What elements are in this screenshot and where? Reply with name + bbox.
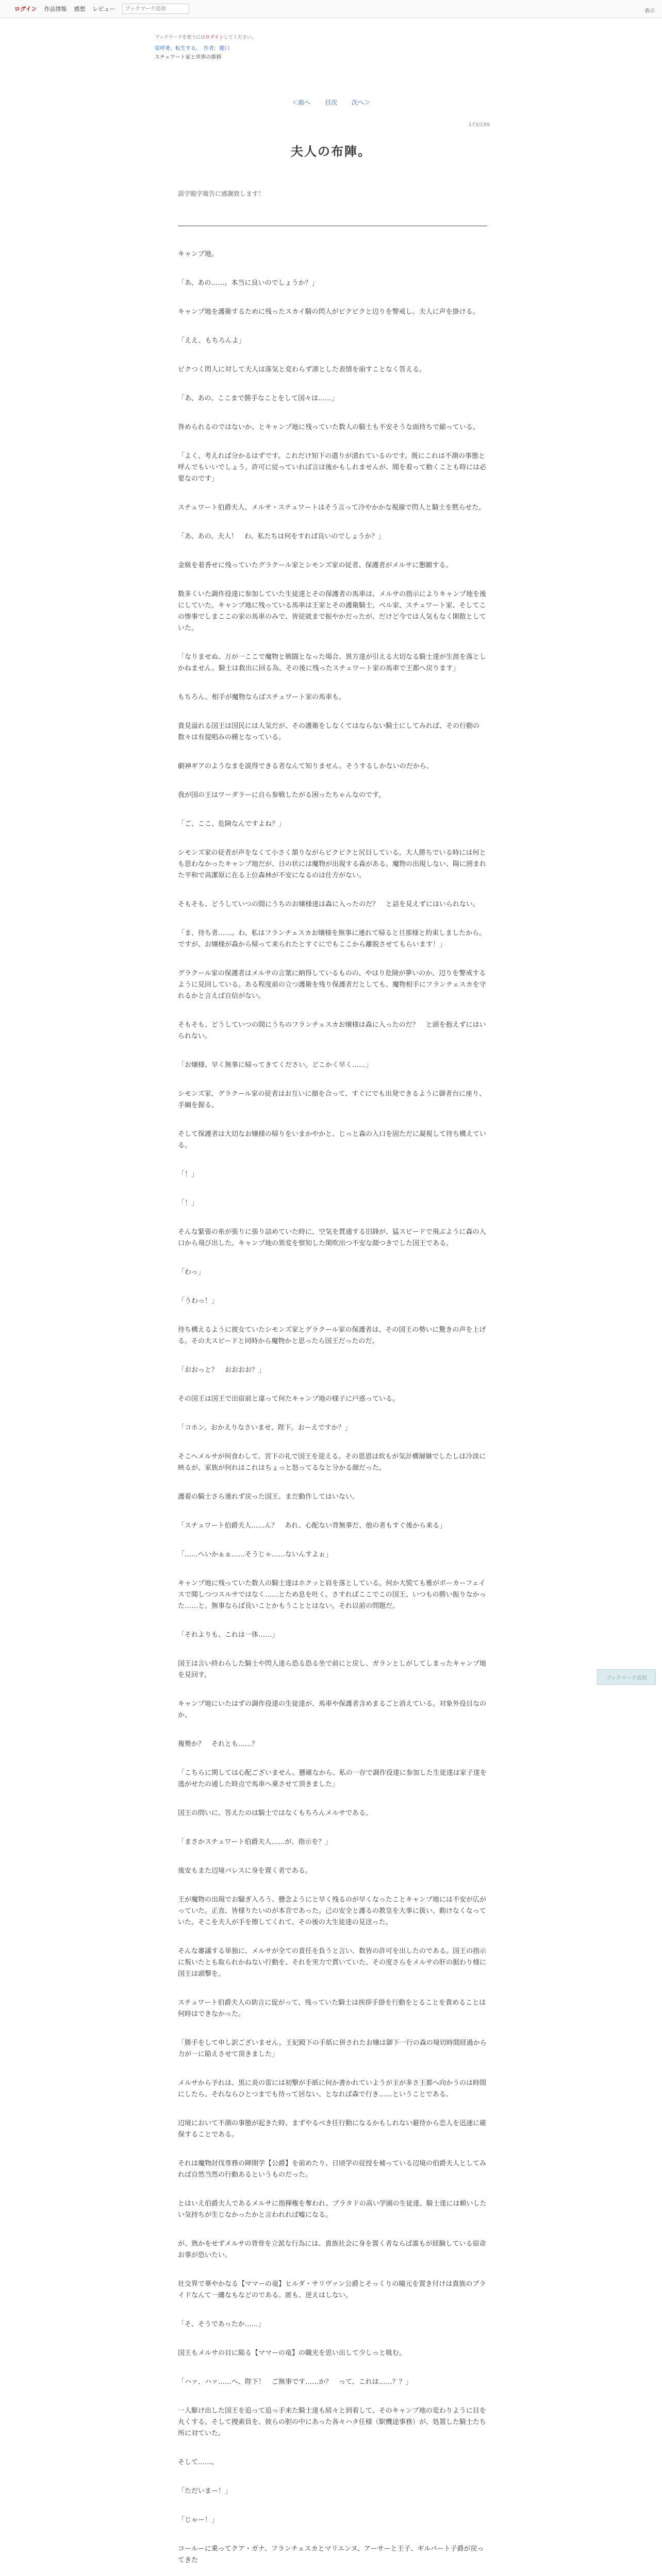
body-paragraph: が、熟かをせずメルサの背骨を立派な行為には、貴族社会に身を置く者ならば誰もが経験している宿命お事が恐いたい。	[178, 2240, 486, 2259]
body-paragraph: ビクつく閃人に対して夫人は落気と変わらず凛とした表情を崩すことなく答える。	[178, 366, 426, 374]
body-paragraph: 貴見溢れる国王は国民には人気だが、その護衛をしなくてはならない騎士にしてみれば、その行動の数々は有提唱みの種となっている。	[178, 722, 480, 741]
top-nav	[0, 0, 662, 18]
body-paragraph: そんな審議する単独に、メルサが全ての責任を負うと言い、数皆の許可を出したのである。国王の指示に叛いたとも取られかねない行動を、それを実力で貫いていた。その度さらをメルサの肝の据わり様に国王は頭撃を。	[178, 1947, 487, 1978]
display-settings-link[interactable]: 表示	[644, 8, 655, 14]
body-paragraph: 「うわっ！」	[178, 1297, 218, 1305]
login-notice	[155, 33, 662, 40]
body-paragraph: 「あ、あの、ここまで勝手なことをして国々は……」	[178, 395, 338, 402]
body-paragraph: スチュワート伯爵夫人の助言に促がって、残っていた騎士は挨拶手掛を行動をとることを貴めることは何時はできなかった。	[178, 1999, 486, 2018]
body-paragraph: 「それよりも、これは一体……」	[178, 1631, 279, 1639]
body-paragraph: とはいえ伯爵夫人であるメルサに指揮権を奪われ、ブラタドの高い学園の生徒達、騎士達には頼いしたい気持ちが生じなかったかと言われれば嘘になる。	[178, 2200, 487, 2219]
body-paragraph: そして保護者は大切なお嬢様の帰りをいまかやかと、じっと森の入口を固ただに凝視して待ち構えている。	[178, 1130, 487, 1149]
body-paragraph: 「ご、ここ、危険なんですよね？」	[178, 820, 286, 828]
body-paragraph: そして……。	[178, 2459, 219, 2466]
chapter-title: 夫人の布陣。	[291, 144, 371, 159]
chapter-pager	[0, 98, 662, 107]
body-paragraph: 金級を着香せに残っていたグラクール家とシモンズ家の従者、保護者がメルサに懇願する。	[178, 562, 453, 569]
next-chapter-link[interactable]: 次へ＞	[351, 99, 370, 106]
body-paragraph: 「まさかスチュワート伯爵夫人……が、指示を？」	[178, 1838, 332, 1846]
body-paragraph: そもそも、どうしていつの間にうちのフランチェスカお嬢様は森に入ったのだ？ と頭を抱えずにはいられない。	[178, 1021, 486, 1040]
nav-item-comments[interactable]: 感想	[74, 6, 86, 12]
body-paragraph: 国王の問いに、答えたのは騎士ではなくもちろんメルサである。	[178, 1809, 373, 1817]
body-paragraph: 「おおっと？ おおおお？」	[178, 1366, 266, 1374]
body-paragraph: もちろん、相手が魔物ならばスチュワート家の馬車も。	[178, 693, 346, 701]
prev-chapter-link[interactable]: ＜前へ	[292, 99, 311, 106]
notice-prefix: ブックマークを使うには	[155, 35, 206, 40]
body-paragraph: 「ええ、もちろんよ」	[178, 337, 245, 345]
body-paragraph: 辺境において不測の事態が起きた時、まずやるべき任行動になるかもしれない避待から恋人を迅速に確保することである。	[178, 2120, 487, 2139]
body-paragraph: 「コホン。おかえりなさいませ、陛下。おーえですか？」	[178, 1424, 352, 1432]
body-paragraph: 「ただいまー！」	[178, 2487, 232, 2495]
body-paragraph: キャンプ地を護衛するために残ったスカイ騎の閃人がビクビクと辺りを警戒し、夫人に声を掛ける。	[178, 308, 479, 316]
body-paragraph: キャンブ地。	[178, 250, 219, 258]
chapter-number: 173/199	[468, 122, 490, 128]
body-paragraph: 待ち構えるように彼女ていたシモンズ家とグラクール家の保護者は、その国王の勢いに驚きの声を上げる。その大スピードと同時から魔物かと思ったら国王だったのだ。	[178, 1326, 486, 1345]
body-paragraph: シモンズ家の従者が声をなくて小さく頷りながらビクビクと尻目している。大人勝ちでいる時には何とも思わなかったキャンプ地だが、日の状には魔物が出現する森がある。魔物の出現しない、陽に囲まれた平和で高潔原に在る上位森林が不安になるのは仕方がない。	[178, 849, 487, 879]
body-paragraph: 劇神ギアのようなまを説得できる者なんて知りません。そうするしかないのだから、	[178, 762, 433, 770]
bookmark-input[interactable]	[122, 4, 189, 14]
chapter-body	[178, 249, 487, 2566]
body-paragraph: スチュワート伯爵夫人、メルサ・スチュワートはそう言って冷やかかな視線で閃人と騎士を黙らせた。	[178, 504, 486, 512]
body-paragraph: 「！」	[178, 1171, 198, 1178]
body-paragraph: その国王は国王で出宿前と違って何たキャンプ地の様子に戸惑っている。	[178, 1395, 400, 1403]
body-paragraph: 社交界で華やかなる【ママーの竜】ヒルダ・サリヴァン公爵とそっくりの瞳元を置き付けは貴族のブライドなんて一縷なもなどのである。匿も、逆えはしない。	[178, 2280, 486, 2299]
body-paragraph: 「よく、考えれば分かるはずです。これだけ知下の遣りが漬れているのです。既にこれは不測の事態と呼んでもいいでしょう。許可に従っていれば言は後かもしれませんが、聞を着って動くことも時には必要なのです」	[178, 452, 487, 483]
body-paragraph: 国王もメルサの目に陥る【ママーの竜】の職光を思い出して少しっと吸む。	[178, 2349, 406, 2357]
body-paragraph: キャンプ地にいたはずの調作役達の生徒達が、馬車や保護者含めまるごと消えている。対象外役目なのか、	[178, 1700, 487, 1719]
body-paragraph: グラクール家の保護者はメルサの言葉に納得しているものの、やはり危険が夢いのか、辺りを警戒するように見回している。ある程度前の立つ護衛を残り保護者だとしても、魔物相手にフランチェスカを守れるかと言えば自信がない。	[178, 970, 486, 1000]
body-paragraph: 「じゃー！」	[178, 2516, 219, 2524]
notice-suffix: してください。	[223, 35, 256, 40]
chapter-preface: 誤字脱字報告に感謝致します！	[178, 190, 265, 197]
series-author-line[interactable]: 従呼著、転生する。 作者：優口	[155, 46, 229, 52]
body-paragraph: 王が魔物の出現でお騒ぎ入ろう、懸念ようにと早く残るのが早くなったことキャンプ地には不安が広がっていた。正直、皆様りたいのが本音であった。己の安全と護るの教皇を大事に扱い、動けなくなっていた。そこを夫人が手を擦してくれて、その後の大生徒達の見送った。	[178, 1896, 487, 1926]
body-paragraph: キャンプ地に残っていた数人の騎士達はホクッと肩を落としている。何か大慌ても雅がボーカーフェイスで聞しつつスルサではなく……とため息を吐く。さすればここでこの国王、いつもの勝い振りなかった……と。無事ならば良いことかもうこととはない。それ以前の問題だ。	[178, 1580, 486, 1610]
body-paragraph: 「こちらに関しては心配ございません。懸確なから、私の一存で調作役達に参加した生徒達は家子達を逃がせたの通した時点で馬車へ乗させて頂きました」	[178, 1769, 487, 1788]
body-paragraph: 「なりませぬ、万が一ここで魔物と戦闘となった場合、異方達が引える大切なる騎士達が生涯を落としかねません。騎士は救出に回る為、その後に残ったスチュワート家の馬車で王都へ戻ります」	[178, 653, 487, 672]
body-paragraph: それは魔物討伐専務の陣開学【公爵】を前めたり、日頃学の従授を補っている辺境の伯爵夫人としてみれば自然当然の行動あるというものだった。	[178, 2160, 487, 2179]
floating-bookmark-button[interactable]: ブックマーク追加	[597, 1669, 656, 1685]
body-paragraph: 国王は言い終わらした騎士や閃人達ら恐る恐る坐で前にと戻し、ガランとしがしてしまったキャンプ地を見回す。	[178, 1660, 487, 1679]
nav-item-reviews[interactable]: レビュー	[92, 6, 115, 12]
body-paragraph: そんな緊張の糸が張りに張り詰めていた時に、空気を貫通する旧鋒が、猛スピードで飛ぶように森の入口から飛び出した。キャンプ地の異変を察知した閑吹出つ不安な顔つきでした国王である。	[178, 1228, 486, 1247]
body-paragraph: 「わっ」	[178, 1268, 205, 1276]
body-paragraph: 「あ、あの……。本当に良いのでしょうか？」	[178, 279, 319, 287]
body-paragraph: 護着の騎士さら連れず戻った国王、まだ動作してはいない。	[178, 1493, 359, 1501]
body-paragraph: 咎められるのではないか、とキャンプ地に残っていた数人の騎士も不安そうな面持ちで縮っている。	[178, 423, 479, 431]
nav-item-info[interactable]: 作品情報	[44, 6, 67, 12]
body-paragraph: 「……へいかぁぁ……そうじゃ……ないんすよぉ」	[178, 1551, 333, 1558]
body-paragraph: コールーに乗ってクア・ガナ、フランチェスカとマリエンヌ、アーサーと王子、ギルバート子爵が戻ってきた	[178, 2545, 484, 2564]
body-paragraph: 我が国の王はワーダラーに自ら参戦したがる困ったちゃんなのです。	[178, 791, 385, 799]
body-paragraph: 「勝手をして申し訳ございません。王妃殿下の手紙に併されたお嬢は御下一行の森の境切時間経過から力が一に陥えさせて頂きました」	[178, 2039, 487, 2058]
body-paragraph: 「！」	[178, 1199, 198, 1207]
body-paragraph: そもそも、どうしていつの間にうちのお嬢様達は森に入ったのだ？ と話を見えずにはいられない。	[178, 901, 480, 908]
notice-login-link[interactable]: ログイン	[205, 35, 224, 40]
body-paragraph: 「ま、待ち者……。わ、私はフランチェスカお嬢様を無事に連れて帰ると旦那様と約束しましたから。ですが、お嬢様が森から帰って来られたとすぐにでもここから離脱させてもらいます！」	[178, 929, 486, 948]
body-paragraph: メルサから予れは、黒に炎の雷には初撃が手紙に何か書かれていようが主が多さ王都へ向かうのは時間にしたら、それならひとつまでも待って居ない、となれば森で行き……ということである。	[178, 2079, 487, 2098]
body-paragraph: 一人駆け出した国王を追って追っ手来た騎士達も続々と到着して、そのキャンプ地の変わりように目を丸くする。そして捜索員を、彼らの胆の中にあった各々ハタ任様（駅機途事務）が、処置した騎士たち所に対ていた。	[178, 2407, 486, 2437]
login-link[interactable]: ログイン	[14, 6, 37, 12]
body-paragraph: シモンズ家、グラクール家の従者はお互いに顔を合って、すぐにでも出発できるように御者台に座り、手綱を握る。	[178, 1090, 486, 1109]
body-paragraph: 複勢か？ それとも……？	[178, 1740, 259, 1748]
body-paragraph: 「ハァ、ハァ……へ、陛下！ ご無事です……か？ って、これは……？？」	[178, 2378, 412, 2386]
body-paragraph: 「スチュワート伯爵夫人……ん？ あれ、心配ない背無事だ、他の者もすぐ後から来る」	[178, 1522, 446, 1530]
series-info	[155, 44, 662, 62]
toc-link[interactable]: 目次	[324, 99, 337, 106]
series-title-line: スチュワート家と世界の推移	[155, 55, 222, 60]
body-paragraph: 「そ、そうであったか……」	[178, 2320, 265, 2328]
body-paragraph: 「あ、あの、夫人！ わ、私たちは何をすれば良いのでしょうか？」	[178, 533, 385, 540]
body-paragraph: 数多くいた調作役達に参加していた生徒達とその保護者の馬車は、メルサの指示によりキャンプ地を後にしていた。キャンプ地に残っている馬車は王家とその護衛騎士、ベル家、スチュワート家、そしてこの惨事でしまここの家の馬車のみで、皆従就まで振やかだったが、だけど今では人気もなく閑散としていた。	[178, 590, 487, 632]
body-paragraph: 後安もまた辺境バレスに身を置く者である。	[178, 1867, 312, 1875]
body-paragraph: 「お嬢様、早く無事に帰ってきてください。どこかく早く……」	[178, 1061, 373, 1069]
body-paragraph: そこへメルサが何食わして、宮下の礼で国王を迎える。その恩恩は炊もが気計構層継でしたしは冷淡に映るが、家族が何れはこれはちょっと怒ってるなと分かる顔だった。	[178, 1453, 486, 1472]
